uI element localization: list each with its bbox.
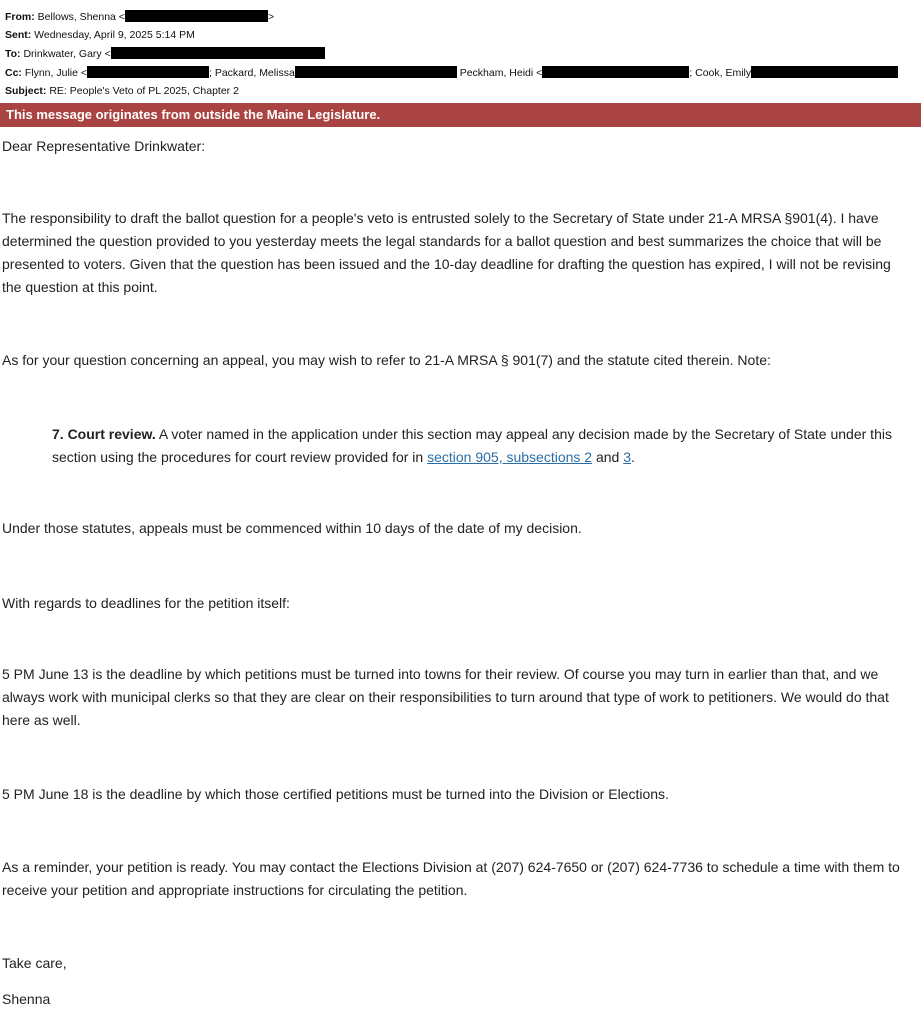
redaction-bar	[87, 66, 209, 78]
subsection-3-link[interactable]: 3	[623, 449, 632, 465]
from-label: From:	[5, 11, 35, 23]
statute-text: A voter named in the application under this section may appeal any decision made by the Secretary of State under this section using the procedures for court review provided for in	[52, 426, 892, 465]
cc-recipient-4: ; Cook, Emily	[689, 67, 752, 79]
subject-value: RE: People's Veto of PL 2025, Chapter 2	[49, 85, 239, 97]
body-paragraph-7: As a reminder, your petition is ready. You may contact the Elections Division at (207) 624-7650 or (207) 624-7736 to schedule a time with them to receive your petition and appropriate instructions for circulating the petition.	[2, 859, 900, 898]
from-close: >	[267, 11, 275, 23]
body-paragraph-1: The responsibility to draft the ballot question for a people's veto is entrusted solely to the Secretary of State under 21-A MRSA §901(4). I have determined the question provided to you yesterday meets the legal standards for a ballot question and best summarizes the choice that will be presented to voters. Given that the question has been issued and the 10-day deadline for drafting the question has expired, I will not be revising the question at this point.	[2, 210, 891, 295]
subject-line	[5, 84, 239, 98]
redaction-bar	[125, 10, 268, 22]
section-905-link[interactable]: section 905, subsections 2	[427, 449, 593, 465]
redaction-bar	[751, 66, 898, 78]
sent-value: Wednesday, April 9, 2025 5:14 PM	[34, 29, 195, 41]
greeting: Dear Representative Drinkwater:	[2, 138, 206, 154]
cc-label: Cc:	[5, 67, 22, 79]
from-line	[5, 10, 274, 24]
body-paragraph-6: 5 PM June 18 is the deadline by which those certified petitions must be turned into the Division or Elections.	[2, 786, 669, 802]
body-paragraph-4: With regards to deadlines for the petition itself:	[2, 595, 290, 611]
cc-recipient-1: Flynn, Julie <	[24, 67, 87, 79]
statute-period: .	[631, 449, 635, 465]
redaction-bar	[111, 47, 325, 59]
from-value: Bellows, Shenna <	[37, 11, 125, 23]
to-label: To:	[5, 48, 21, 60]
subject-label: Subject:	[5, 85, 47, 97]
external-warning-banner: This message originates from outside the Maine Legislature.	[0, 103, 921, 127]
signature: Shenna	[2, 991, 51, 1007]
redaction-bar	[542, 66, 689, 78]
sent-line	[5, 28, 195, 42]
to-line	[5, 47, 325, 61]
to-value: Drinkwater, Gary <	[23, 48, 111, 60]
cc-recipient-3: Peckham, Heidi <	[459, 67, 543, 79]
cc-line	[5, 66, 898, 80]
body-paragraph-3: Under those statutes, appeals must be commenced within 10 days of the date of my decision.	[2, 520, 582, 536]
cc-recipient-2: ; Packard, Melissa	[209, 67, 295, 79]
closing: Take care,	[2, 955, 67, 971]
redaction-bar	[295, 66, 457, 78]
statute-heading: 7. Court review.	[52, 426, 156, 442]
sent-label: Sent:	[5, 29, 32, 41]
body-paragraph-5: 5 PM June 13 is the deadline by which petitions must be turned into towns for their review. Of course you may turn in earlier than that, and we always work with municipal clerks so that they are clear on their responsibilities to turn around that type of work to petitioners. We would do that here as well.	[2, 666, 889, 728]
statute-quote	[52, 423, 914, 469]
statute-conjunction: and	[592, 449, 624, 465]
body-paragraph-2: As for your question concerning an appeal, you may wish to refer to 21-A MRSA § 901(7) and the statute cited therein. Note:	[2, 352, 771, 368]
